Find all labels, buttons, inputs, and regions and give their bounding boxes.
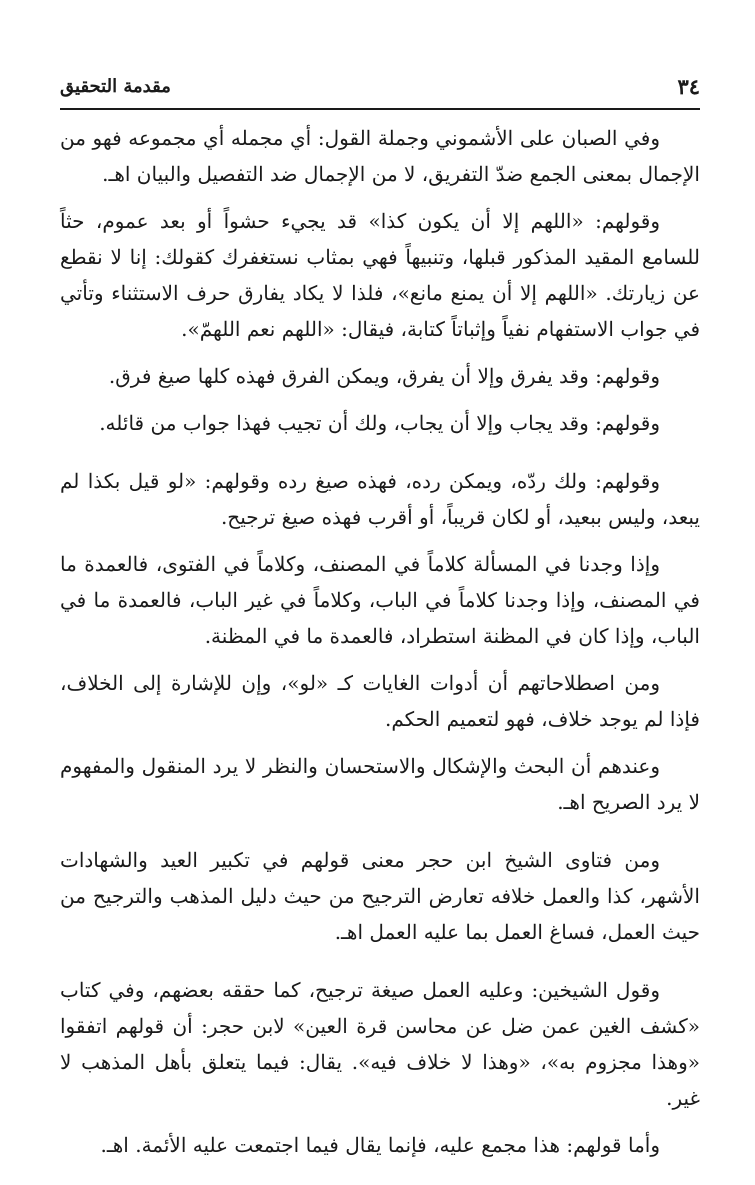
page-number: ٣٤: [677, 73, 700, 99]
paragraph: وقولهم: ولك ردّه، ويمكن رده، فهذه صيغ رده وقولهم: «لو قيل بكذا لم يبعد، وليس ببعيد، أو لكان قريباً، أو أقرب فهذه صيغ ترجيح.: [60, 469, 700, 529]
paragraph: وقولهم: وقد يفرق وإلا أن يفرق، ويمكن الفرق فهذه كلها صيغ فرق.: [108, 364, 660, 388]
document-page: [60, 66, 700, 1174]
paragraph: وفي الصبان على الأشموني وجملة القول: أي مجمله أي مجموعه فهو من الإجمال بمعنى الجمع ضدّ التفريق، لا من الإجمال ضد التفصيل والبيان اهـ.: [60, 126, 700, 186]
paragraph: ومن اصطلاحاتهم أن أدوات الغايات كـ «لو»، وإن للإشارة إلى الخلاف، فإذا لم يوجد خلاف، فهو لتعميم الحكم.: [60, 671, 700, 731]
paragraph: وأما قولهم: هذا مجمع عليه، فإنما يقال فيما اجتمعت عليه الأئمة. اهـ.: [100, 1133, 660, 1157]
running-title: مقدمة التحقيق: [60, 75, 171, 97]
paragraph: وعندهم أن البحث والإشكال والاستحسان والنظر لا يرد المنقول والمفهوم لا يرد الصريح اهـ.: [60, 754, 700, 814]
page-header: [60, 66, 700, 110]
paragraph: وقول الشيخين: وعليه العمل صيغة ترجيح، كما حققه بعضهم، وفي كتاب «كشف الغين عمن ضل عن محاسن قرة العين» لابن حجر: أن قولهم اتفقوا «وهذا مجزوم به»، «وهذا لا خلاف فيه». يقال: فيما يتعلق بأهل المذهب لا غير.: [60, 978, 700, 1110]
paragraph: وإذا وجدنا في المسألة كلاماً في المصنف، وكلاماً في الفتوى، فالعمدة ما في المصنف، وإذا وجدنا كلاماً في الباب، وكلاماً في غير الباب، فالعمدة ما في الباب، وإذا كان في المظنة استطراد، فالعمدة ما في المظنة.: [60, 552, 700, 648]
paragraph: وقولهم: وقد يجاب وإلا أن يجاب، ولك أن تجيب فهذا جواب من قائله.: [99, 411, 660, 435]
page-body: [60, 120, 700, 1163]
paragraph: وقولهم: «اللهم إلا أن يكون كذا» قد يجيء حشواً أو بعد عموم، حثاً للسامع المقيد المذكور قبلها، وتنبيهاً فهي بمثاب نستغفرك كقولك: إنا لا نقطع عن زيارتك. «اللهم إلا أن يمنع مانع»، فلذا لا يكاد يفارق حرف الاستثناء وتأتي في جواب الاستفهام نفياً وإثباتاً كتابة، فيقال: «اللهم نعم اللهمّ».: [60, 209, 700, 341]
paragraph: ومن فتاوى الشيخ ابن حجر معنى قولهم في تكبير العيد والشهادات الأشهر، كذا والعمل خلافه تعارض الترجيح من حيث دليل المذهب والترجيح من حيث العمل، فساغ العمل بما عليه العمل اهـ.: [60, 848, 700, 944]
